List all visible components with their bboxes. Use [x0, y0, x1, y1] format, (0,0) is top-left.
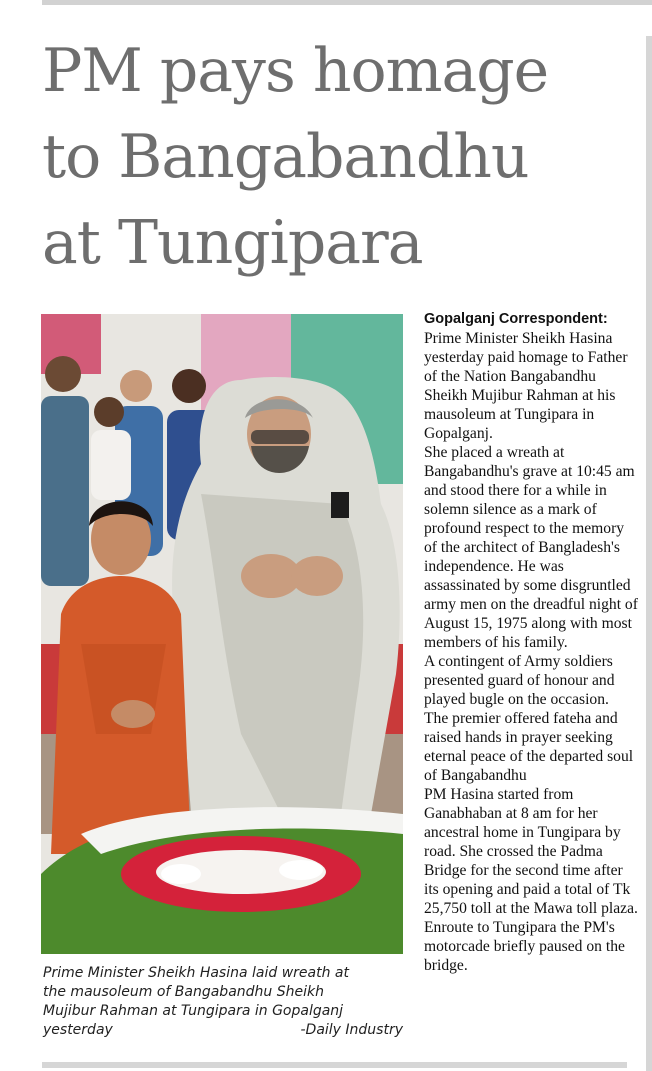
news-photo	[41, 314, 403, 954]
article-paragraph-3: A contingent of Army soldiers presented guard of honour and played bugle on the occasion.	[424, 653, 615, 708]
top-rule	[42, 0, 652, 5]
photo-caption	[43, 964, 403, 1040]
prime-minister-figure	[172, 377, 400, 814]
caption-line-3: Mujibur Rahman at Tungipara in Gopalganj	[43, 1003, 344, 1019]
caption-line-4: yesterday	[43, 1022, 113, 1038]
caption-line-1: Prime Minister Sheikh Hasina laid wreath at	[43, 965, 349, 981]
bottom-rule	[42, 1062, 627, 1068]
photo-credit: -Daily Industry	[300, 1022, 403, 1038]
caption-line-2: the mausoleum of Bangabandhu Sheikh	[43, 984, 324, 1000]
caption-credit-row	[43, 1021, 403, 1040]
flower-wreath	[41, 807, 403, 954]
article-paragraph-2: She placed a wreath at Bangabandhu's grave at 10:45 am and stood there for a while in solemn silence as a mark of profound respect to the memory of the architect of Bangladesh's independence. He was assassinated by some disgruntled army men on the dreadful night of August 15, 1975 along with most members of his family.	[424, 444, 638, 651]
article-body	[424, 310, 639, 975]
headline-line-3: at Tungipara	[42, 208, 423, 278]
article-paragraph-5: PM Hasina started from Ganabhaban at 8 am for her ancestral home in Tungipara by road. She crossed the Padma Bridge for the second time after its opening and paid a total of Tk 25,750 toll at the Mawa toll plaza. Enroute to Tungipara the PM's motorcade briefly paused on the bridge.	[424, 786, 638, 974]
article-paragraph-1: Prime Minister Sheikh Hasina yesterday paid homage to Father of the Nation Bangabandhu Sheikh Mujibur Rahman at his mausoleum at Tungipara in Gopalganj.	[424, 330, 628, 442]
right-rule	[646, 36, 652, 1071]
headline-line-1: PM pays homage	[42, 36, 549, 106]
headline-line-2: to Bangabandhu	[42, 122, 529, 192]
headline	[42, 28, 642, 286]
article-paragraph-4: The premier offered fateha and raised hands in prayer seeking eternal peace of the departed soul of Bangabandhu	[424, 710, 634, 784]
byline: Gopalganj Correspondent:	[424, 311, 608, 327]
